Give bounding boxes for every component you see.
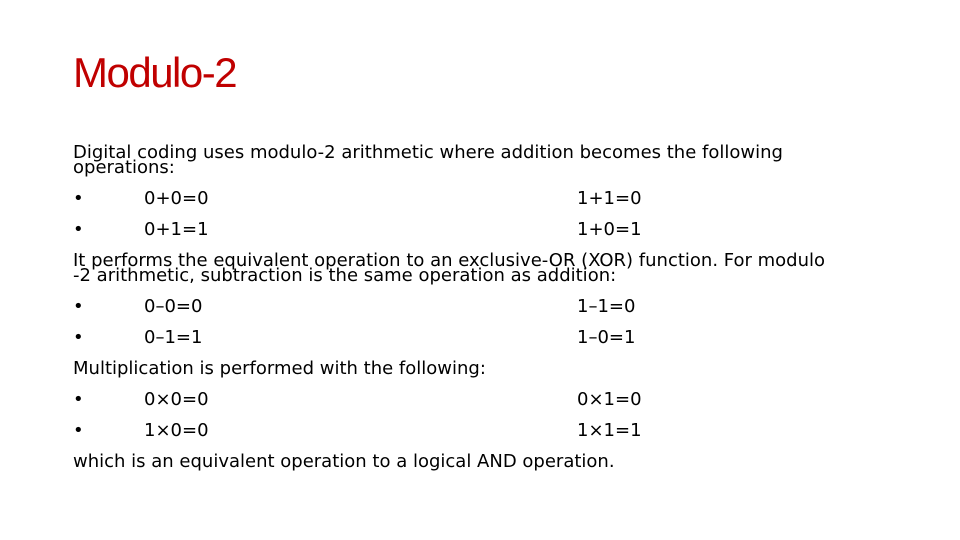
equation-right: 1×1=1 — [577, 420, 642, 441]
equation-left: 0–0=0 — [144, 296, 203, 317]
intro-text-line-2: operations: — [73, 157, 175, 178]
multiplication-row — [73, 389, 903, 410]
equation-right: 1–1=0 — [577, 296, 636, 317]
xor-text-line-2: -2 arithmetic, subtraction is the same operation as addition: — [73, 265, 617, 286]
slide-body — [73, 142, 903, 472]
multiplication-row — [73, 420, 903, 441]
xor-text-line-1: It performs the equivalent operation to an exclusive-OR (XOR) function. For modulo — [73, 250, 826, 271]
bullet-icon: • — [73, 327, 84, 348]
equation-right: 1+1=0 — [577, 188, 642, 209]
bullet-icon: • — [73, 219, 84, 240]
bullet-icon: • — [73, 296, 84, 317]
slide-title: Modulo-2 — [73, 49, 237, 96]
equation-left: 1×0=0 — [144, 420, 209, 441]
subtraction-row — [73, 296, 903, 317]
addition-row — [73, 219, 903, 240]
equation-right: 0×1=0 — [577, 389, 642, 410]
equation-left: 0+1=1 — [144, 219, 209, 240]
subtraction-row — [73, 327, 903, 348]
bullet-icon: • — [73, 420, 84, 441]
bullet-icon: • — [73, 188, 84, 209]
equation-right: 1+0=1 — [577, 219, 642, 240]
equation-right: 1–0=1 — [577, 327, 636, 348]
bullet-icon: • — [73, 389, 84, 410]
equation-left: 0–1=1 — [144, 327, 203, 348]
closing-text: which is an equivalent operation to a logical AND operation. — [73, 451, 615, 472]
equation-left: 0×0=0 — [144, 389, 209, 410]
intro-text-line-1: Digital coding uses modulo-2 arithmetic where addition becomes the following — [73, 142, 783, 163]
multiplication-intro: Multiplication is performed with the following: — [73, 358, 486, 379]
addition-row — [73, 188, 903, 209]
equation-left: 0+0=0 — [144, 188, 209, 209]
